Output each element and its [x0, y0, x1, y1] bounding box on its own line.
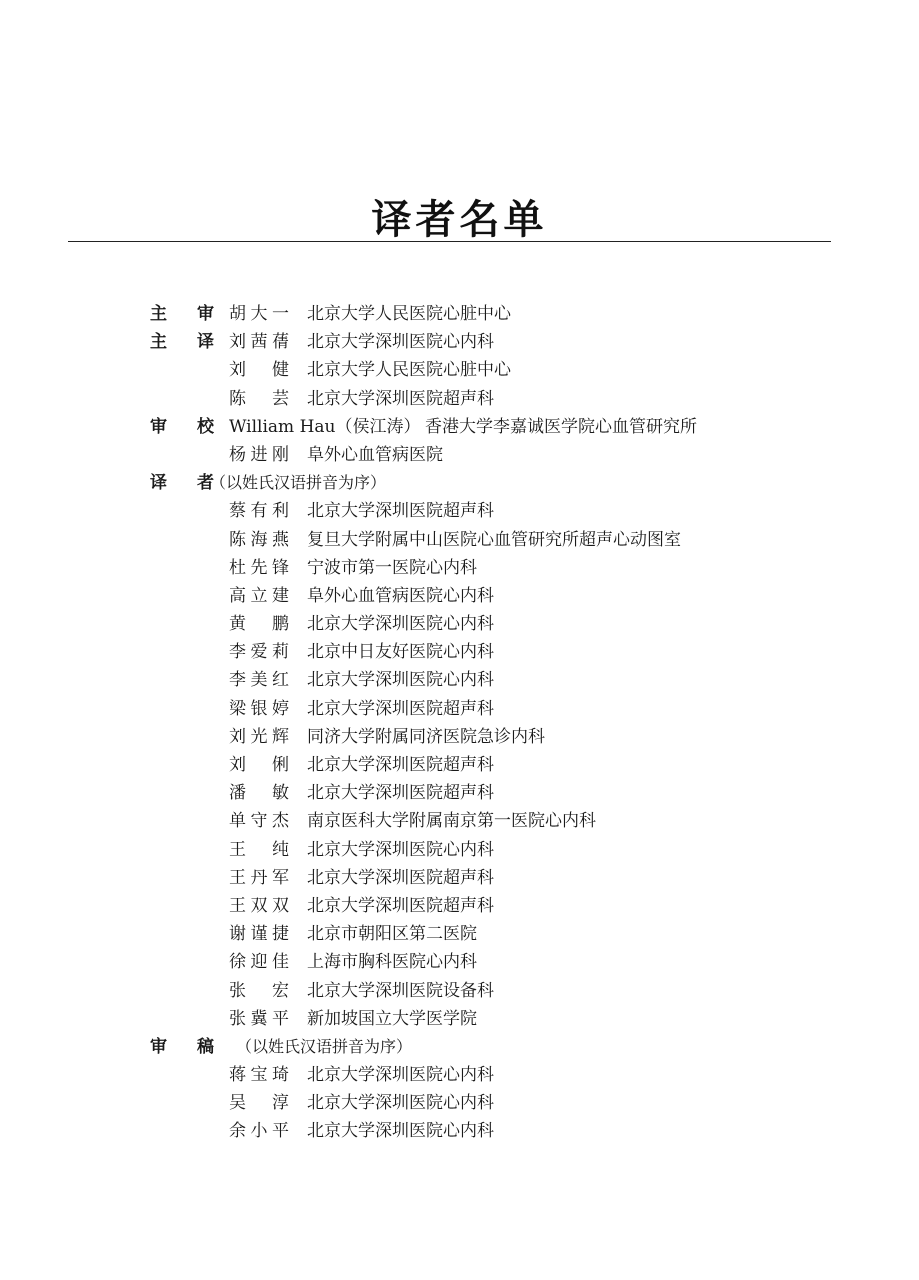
role-label: 审稿	[150, 1036, 214, 1057]
role-label: 译者	[150, 473, 214, 494]
list-item	[0, 638, 919, 666]
list-item	[0, 666, 919, 694]
person-name: 黄鹏	[229, 614, 289, 635]
institution: 宁波市第一医院心内科	[307, 557, 477, 578]
institution: 阜外心血管病医院心内科	[307, 585, 494, 606]
institution: 香港大学李嘉诚医学院心血管研究所	[425, 416, 697, 437]
person-name: 张冀平	[229, 1008, 289, 1029]
institution: 北京大学人民医院心脏中心	[307, 360, 511, 381]
list-item	[0, 1117, 919, 1145]
list-item	[0, 441, 919, 469]
list-item	[0, 413, 919, 441]
list-item	[0, 526, 919, 554]
institution: 北京大学深圳医院设备科	[307, 980, 494, 1001]
list-item	[0, 1061, 919, 1089]
person-name: 梁银婷	[229, 698, 289, 719]
person-name: 单守杰	[229, 811, 289, 832]
list-item	[0, 807, 919, 835]
institution: 上海市胸科医院心内科	[307, 952, 477, 973]
person-name: 刘茜蒨	[229, 332, 289, 353]
list-item	[0, 948, 919, 976]
institution: 新加坡国立大学医学院	[307, 1008, 477, 1029]
person-name: 潘敏	[229, 783, 289, 804]
person-name: 刘健	[229, 360, 289, 381]
institution: 北京中日友好医院心内科	[307, 642, 494, 663]
institution: 北京大学深圳医院心内科	[307, 1093, 494, 1114]
institution: 北京市朝阳区第二医院	[307, 924, 477, 945]
list-item	[0, 610, 919, 638]
person-name: 杨进刚	[229, 444, 289, 465]
list-item	[0, 582, 919, 610]
institution: 北京大学深圳医院超声科	[307, 388, 494, 409]
institution: 同济大学附属同济医院急诊内科	[307, 726, 545, 747]
institution: 北京大学人民医院心脏中心	[307, 304, 511, 324]
person-name: 谢谨捷	[229, 924, 289, 945]
list-item	[0, 779, 919, 807]
person-name: 高立建	[229, 585, 289, 606]
person-name: 徐迎佳	[229, 952, 289, 973]
person-name: 陈海燕	[229, 529, 289, 550]
person-name: 蔡有利	[229, 501, 289, 522]
person-name: 张宏	[229, 980, 289, 1001]
institution: 南京医科大学附属南京第一医院心内科	[307, 811, 596, 832]
title-rule	[68, 241, 831, 242]
list-item	[0, 356, 919, 384]
person-name: 李爱莉	[229, 642, 289, 663]
list-item	[0, 723, 919, 751]
list-item	[0, 892, 919, 920]
list-item	[0, 977, 919, 1005]
list-item	[0, 497, 919, 525]
role-label: 审校	[150, 416, 214, 437]
ordering-note: （以姓氏汉语拼音为序）	[210, 473, 387, 493]
institution: 北京大学深圳医院超声科	[307, 867, 494, 888]
list-item	[0, 385, 919, 413]
person-name: William Hau（侯江涛）	[229, 416, 421, 437]
list-item	[0, 328, 919, 356]
person-name: 王丹军	[229, 867, 289, 888]
translator-list	[0, 300, 919, 1146]
institution: 北京大学深圳医院心内科	[307, 670, 494, 691]
institution: 北京大学深圳医院心内科	[307, 332, 494, 353]
list-item	[0, 1089, 919, 1117]
institution: 北京大学深圳医院超声科	[307, 895, 494, 916]
institution: 北京大学深圳医院心内科	[307, 839, 494, 860]
institution: 北京大学深圳医院超声科	[307, 783, 494, 804]
list-item	[0, 554, 919, 582]
list-item	[0, 695, 919, 723]
person-name: 吴淳	[229, 1093, 289, 1114]
institution: 北京大学深圳医院超声科	[307, 698, 494, 719]
list-item	[0, 300, 919, 328]
person-name: 陈芸	[229, 388, 289, 409]
list-item	[0, 864, 919, 892]
institution: 北京大学深圳医院心内科	[307, 1065, 494, 1086]
person-name: 胡大一	[229, 304, 289, 324]
person-name: 王双双	[229, 895, 289, 916]
page-title: 译者名单	[371, 197, 548, 243]
person-name: 杜先锋	[229, 557, 289, 578]
person-name: 余小平	[229, 1121, 289, 1142]
role-label: 主译	[150, 332, 214, 353]
person-name: 刘光辉	[229, 726, 289, 747]
list-item	[0, 1033, 919, 1061]
person-name: 李美红	[229, 670, 289, 691]
person-name: 王纯	[229, 839, 289, 860]
list-item	[0, 751, 919, 779]
list-item	[0, 920, 919, 948]
person-name: 刘俐	[229, 755, 289, 775]
ordering-note: （以姓氏汉语拼音为序）	[236, 1036, 413, 1056]
institution: 北京大学深圳医院心内科	[307, 1121, 494, 1142]
list-item	[0, 469, 919, 497]
role-label: 主审	[150, 304, 214, 324]
list-item	[0, 1005, 919, 1033]
institution: 北京大学深圳医院心内科	[307, 614, 494, 635]
institution: 阜外心血管病医院	[307, 444, 443, 465]
list-item	[0, 836, 919, 864]
institution: 复旦大学附属中山医院心血管研究所超声心动图室	[307, 529, 681, 550]
person-name: 蒋宝琦	[229, 1065, 289, 1086]
institution: 北京大学深圳医院超声科	[307, 501, 494, 522]
institution: 北京大学深圳医院超声科	[307, 755, 494, 775]
